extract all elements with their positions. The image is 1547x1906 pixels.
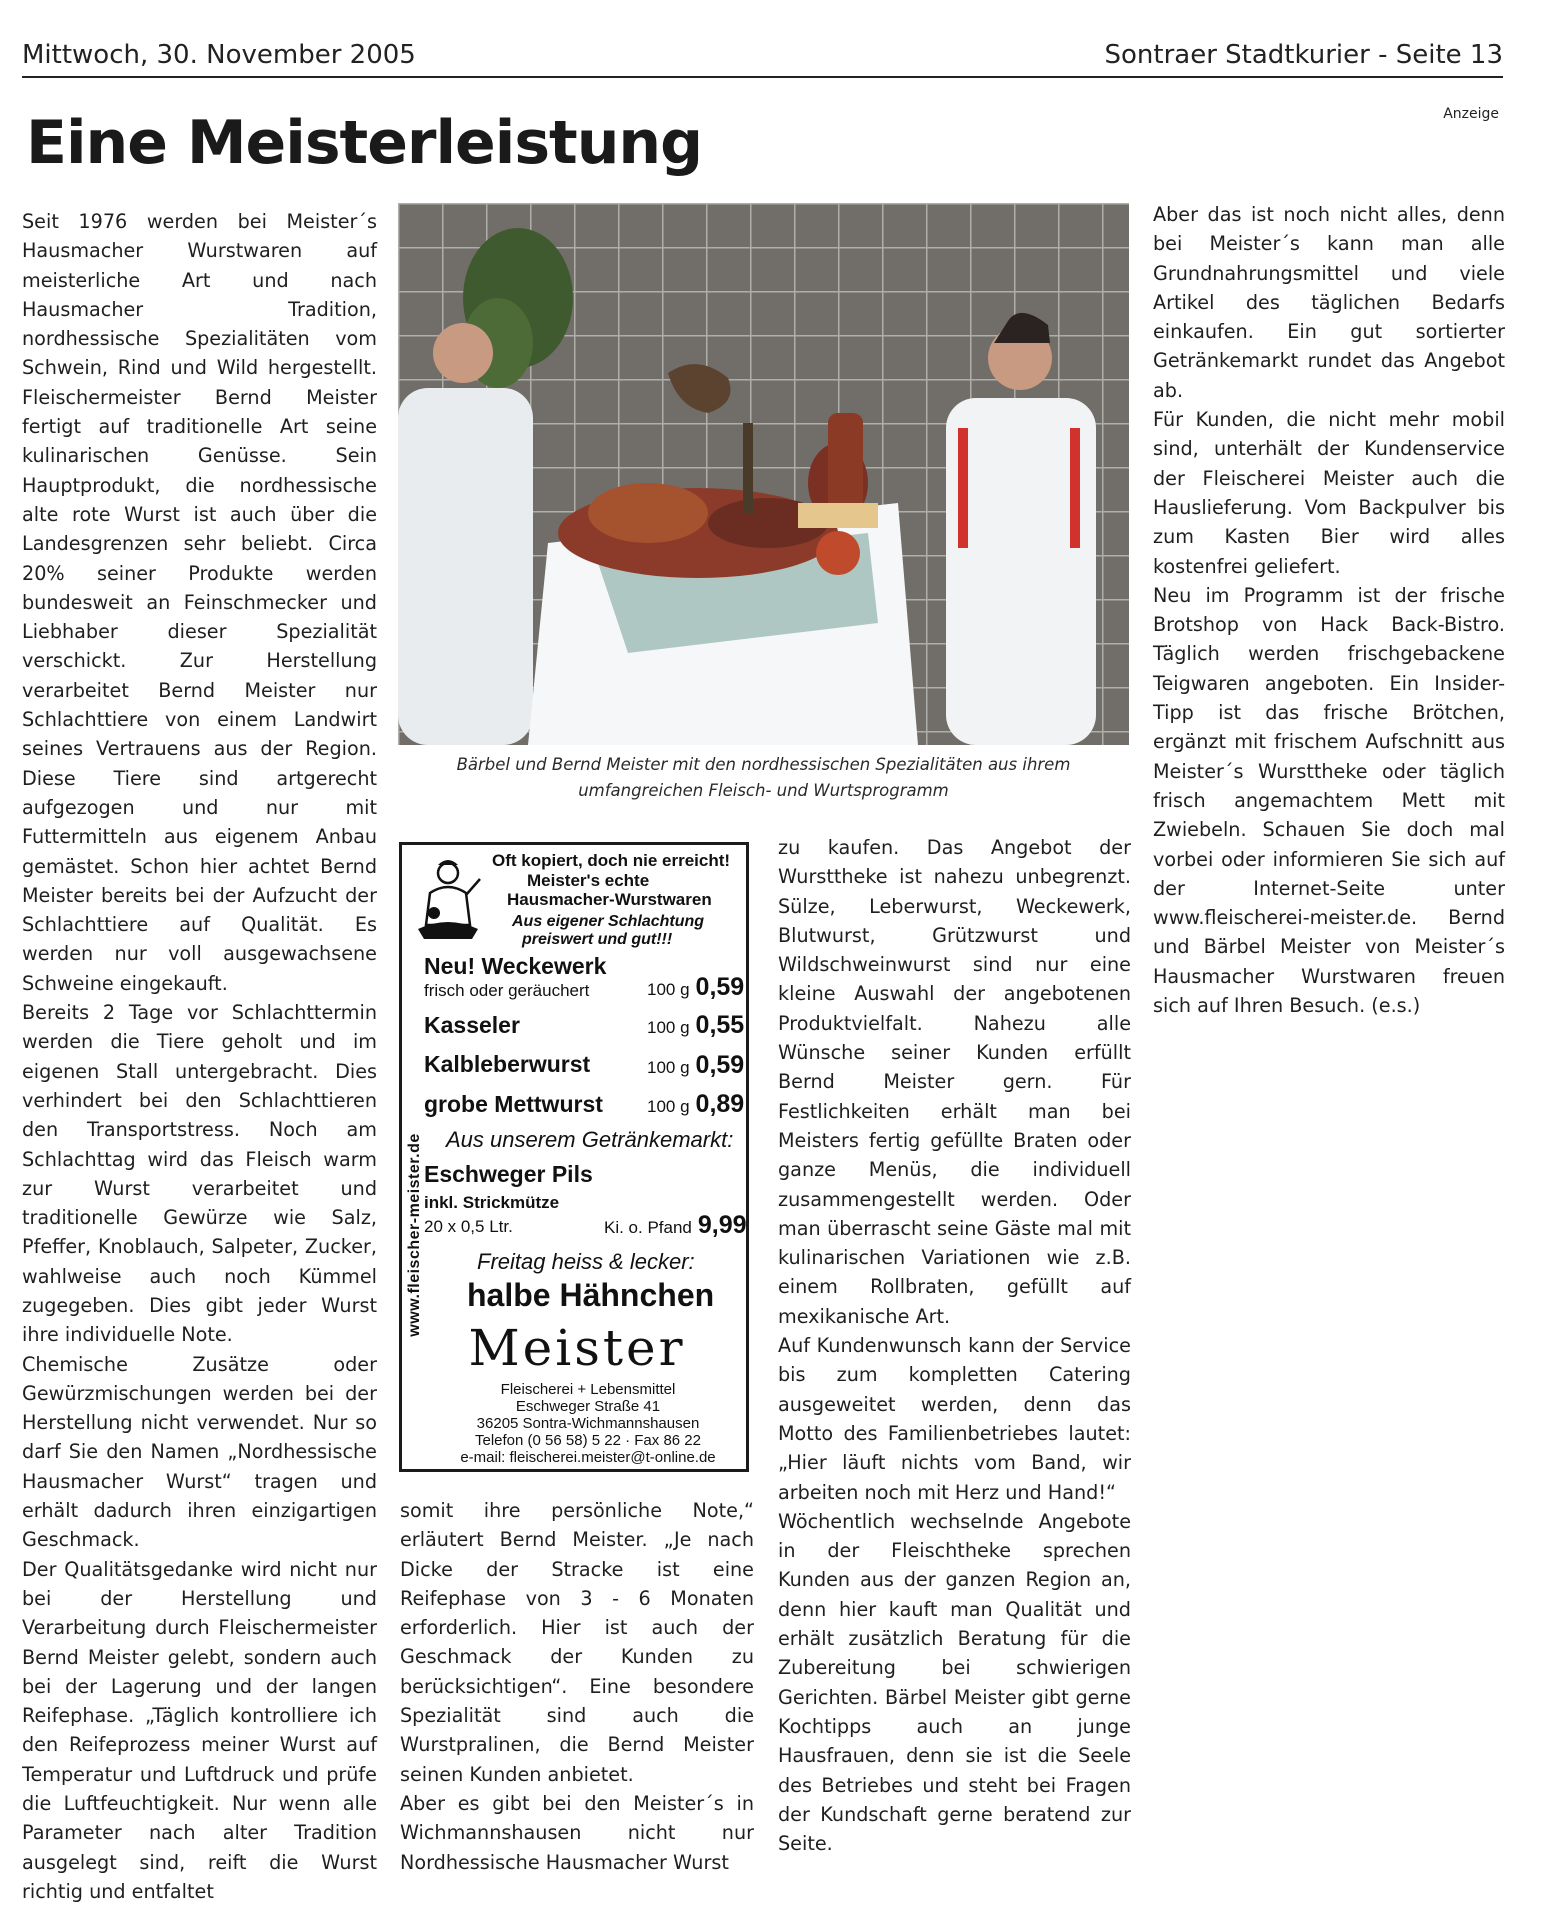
article-headline: Eine Meisterleistung bbox=[26, 108, 703, 178]
header-rule bbox=[22, 76, 1503, 78]
paper-page-label: Sontraer Stadtkurier - Seite 13 bbox=[1104, 40, 1503, 70]
ad-price bbox=[647, 1090, 744, 1119]
publication-date: Mittwoch, 30. November 2005 bbox=[22, 40, 416, 70]
ad-item-name: grobe Mettwurst bbox=[424, 1091, 603, 1117]
article-photo bbox=[398, 203, 1129, 745]
website-vertical-label: www.fleischer-meister.de bbox=[406, 1133, 423, 1337]
beer-name: Eschweger Pils bbox=[424, 1161, 593, 1187]
advertisement-tag: Anzeige bbox=[1443, 106, 1499, 122]
beer-price-value: 9,99 bbox=[697, 1211, 747, 1239]
ad-price bbox=[647, 973, 744, 1002]
ad-item-name: Kasseler bbox=[424, 1012, 520, 1038]
beer-price-unit: Ki. o. Pfand bbox=[604, 1218, 692, 1237]
beer-price bbox=[604, 1211, 747, 1240]
ad-city: 36205 Sontra-Wichmannshausen bbox=[476, 1415, 700, 1432]
meister-logo: Meister bbox=[468, 1319, 686, 1377]
ad-price bbox=[647, 1011, 744, 1040]
ad-price bbox=[647, 1051, 744, 1080]
ad-price-value: 0,55 bbox=[695, 1011, 745, 1039]
paragraph: Aber das ist noch nicht alles, denn bei Meister´s kann man alle Grundnahrungsmittel und viele Artikel des täglichen Bedarfs einkaufen. Ein gut sortierter Getränkemarkt rundet das Angebot ab. bbox=[1153, 203, 1505, 402]
paragraph: Neu im Programm ist der frische Brotshop von Hack Back-Bistro. Täglich werden frischgebackene Teigwaren angeboten. Ein Insider-Tipp ist das frische Brötchen, ergänzt mit frischem Aufschnitt aus Meister´s Wursttheke oder täglich frisch angemachtem Mett mit Zwiebeln. Schauen Sie doch mal vorbei oder informieren Sie sich auf der Internet-Seite unter www.fleischerei-meister.de. Bernd und Bärbel Meister von Meister´s Hausmacher Wurstwaren freuen sich auf Ihren Besuch. (e.s.) bbox=[1153, 583, 1505, 1018]
paragraph: somit ihre persönliche Note,“ erläutert Bernd Meister. „Je nach Dicke der Stracke ist eine Reifephase von 3 - 6 Monaten erforderlich. Hier ist auch der Geschmack der Kunden zu berücksichtigen“. Eine besondere Spezialität sind auch die Wurstpralinen, die Bernd Meister seinen Kunden anbietet. bbox=[400, 1499, 754, 1786]
ad-slogan: Aus eigener Schlachtung bbox=[512, 913, 705, 930]
ad-subtitle: Fleischerei + Lebensmittel bbox=[500, 1381, 676, 1398]
photo-caption bbox=[398, 752, 1129, 804]
ad-price-value: 0,59 bbox=[695, 1051, 745, 1079]
ad-slogan: Oft kopiert, doch nie erreicht! bbox=[492, 851, 731, 870]
article-column-2 bbox=[400, 1496, 754, 1877]
beer-extra: inkl. Strickmütze bbox=[424, 1193, 560, 1212]
ad-phone: Telefon (0 56 58) 5 22 · Fax 86 22 bbox=[475, 1432, 701, 1449]
ad-price-unit: 100 g bbox=[647, 980, 690, 999]
ad-price-unit: 100 g bbox=[647, 1018, 690, 1037]
caption-line: umfangreichen Fleisch- und Wurtsprogramm bbox=[578, 781, 949, 800]
caption-line: Bärbel und Bernd Meister mit den nordhessischen Spezialitäten aus ihrem bbox=[456, 755, 1071, 774]
paragraph: Aber es gibt bei den Meister´s in Wichmannshausen nicht nur Nordhessische Hausmacher Wurst bbox=[400, 1791, 754, 1874]
paragraph: Wöchentlich wechselnde Angebote in der Fleischtheke sprechen Kunden aus der ganzen Region an, denn hier kauft man Qualität und erhält zusätzlich Beratung für die Zubereitung bei schwierigen Gerichten. Bärbel Meister gibt gerne Kochtipps auch an junge Hausfrauen, denn sie ist die Seele des Betriebes und steht bei Fragen der Kundschaft gerne beratend zur Seite. bbox=[778, 1509, 1131, 1856]
drinks-heading: Aus unserem Getränkemarkt: bbox=[446, 1127, 734, 1152]
friday-offer-item: halbe Hähnchen bbox=[467, 1277, 715, 1313]
advertisement-box bbox=[399, 842, 749, 1472]
ad-price-value: 0,89 bbox=[695, 1090, 745, 1118]
article-column-3 bbox=[778, 833, 1131, 1858]
paragraph: Seit 1976 werden bei Meister´s Hausmacher Wurstwaren auf meisterliche Art und nach Hausmacher Tradition, nordhessische Spezialitäten vom Schwein, Rind und Wild hergestellt. Fleischermeister Bernd Meister fertigt auf traditionelle Art seine kulinarischen Genüsse. Sein Hauptprodukt, die nordhessische alte rote Wurst ist auch über die Landesgrenzen sehr beliebt. Circa 20% seiner Produkte werden bundesweit an Feinschmecker und Liebhaber dieser Spezialität verschickt. Zur Herstellung verarbeitet Bernd Meister nur Schlachttiere von einem Landwirt seines Vertrauens aus der Region. Diese Tiere sind artgerecht aufgezogen und nur mit Futtermitteln aus eigenem Anbau gemästet. Schon hier achtet Bernd Meister bereits bei der Aufzucht der Schlachttiere auf Qualität. Es werden nur voll ausgewachsene Schweine eingekauft. bbox=[22, 210, 377, 995]
butcher-illustration bbox=[412, 855, 484, 941]
paragraph: Bereits 2 Tage vor Schlachttermin werden die Tiere geholt und im eigenen Stall untergebracht. Dies verhindert bei den Schlachttieren den Transportstress. Noch am Schlachttag wird das Fleisch warm zur Wurst verarbeitet und traditionelle Gewürze wie Salz, Pfeffer, Knoblauch, Salpeter, Zucker, wahlweise auch noch Kümmel zugegeben. Dies gibt jeder Wurst ihre individuelle Note. bbox=[22, 1001, 377, 1347]
beer-size: 20 x 0,5 Ltr. bbox=[424, 1217, 513, 1236]
ad-price-value: 0,59 bbox=[695, 973, 745, 1001]
paragraph: Für Kunden, die nicht mehr mobil sind, unterhält der Kundenservice der Fleischerei Meister auch die Hauslieferung. Vom Backpulver bis zum Kasten Bier wird alles kostenfrei geliefert. bbox=[1153, 408, 1505, 578]
ad-slogan: Hausmacher-Wurstwaren bbox=[507, 890, 712, 909]
paragraph: Der Qualitätsgedanke wird nicht nur bei der Herstellung und Verarbeitung durch Fleischermeister Bernd Meister gelebt, sondern auch bei der Lagerung und der langen Reifephase. „Täglich kontrolliere ich den Reifeprozess meiner Wurst auf Temperatur und Luftdruck und prüfe die Luftfeuchtigkeit. Nur wenn alle Parameter nach alter Tradition ausgelegt sind, reift die Wurst richtig und entfaltet bbox=[22, 1557, 377, 1903]
ad-item-name: Neu! Weckewerk bbox=[424, 953, 607, 979]
article-column-1 bbox=[22, 207, 377, 1906]
paragraph: Auf Kundenwunsch kann der Service bis zum kompletten Catering ausgeweitet werden, denn das Motto des Familienbetriebes lautet: „Hier läuft nichts vom Band, wir arbeiten noch mit Herz und Hand!“ bbox=[778, 1334, 1131, 1504]
ad-slogan: preiswert und gut!!! bbox=[522, 931, 673, 948]
paragraph: zu kaufen. Das Angebot der Wursttheke ist nahezu unbegrenzt. Sülze, Leberwurst, Weckewerk, Blutwurst, Grützwurst und Wildschweinwurst sind nur eine kleine Auswahl der angebotenen Produktvielfalt. Nahezu alle Wünsche seiner Kunden erfüllt Bernd Meister gern. Für Festlichkeiten erhält man bei Meisters fertig gefüllte Braten oder ganze Menüs, die individuell zusammengestellt werden. Oder man überrascht seine Gäste mal mit kulinarischen Variationen wie z.B. einem Rollbraten, gefüllt auf mexikanische Art. bbox=[778, 836, 1131, 1328]
ad-item-name: Kalbleberwurst bbox=[424, 1051, 591, 1077]
ad-price-unit: 100 g bbox=[647, 1097, 690, 1116]
ad-slogan: Meister's echte bbox=[527, 871, 650, 890]
article-column-4 bbox=[1153, 200, 1505, 1020]
ad-item-sub: frisch oder geräuchert bbox=[424, 981, 590, 1000]
ad-price-unit: 100 g bbox=[647, 1058, 690, 1077]
paragraph: Chemische Zusätze oder Gewürzmischungen werden bei der Herstellung nicht verwendet. Nur so darf Sie den Namen „Nordhessische Hausmacher Wurst“ tragen und erhält dadurch ihren einzigartigen Geschmack. bbox=[22, 1352, 377, 1552]
ad-street: Eschweger Straße 41 bbox=[515, 1398, 661, 1415]
ad-email: e-mail: fleischerei.meister@t-online.de bbox=[460, 1449, 716, 1466]
friday-offer-label: Freitag heiss & lecker: bbox=[477, 1249, 695, 1274]
